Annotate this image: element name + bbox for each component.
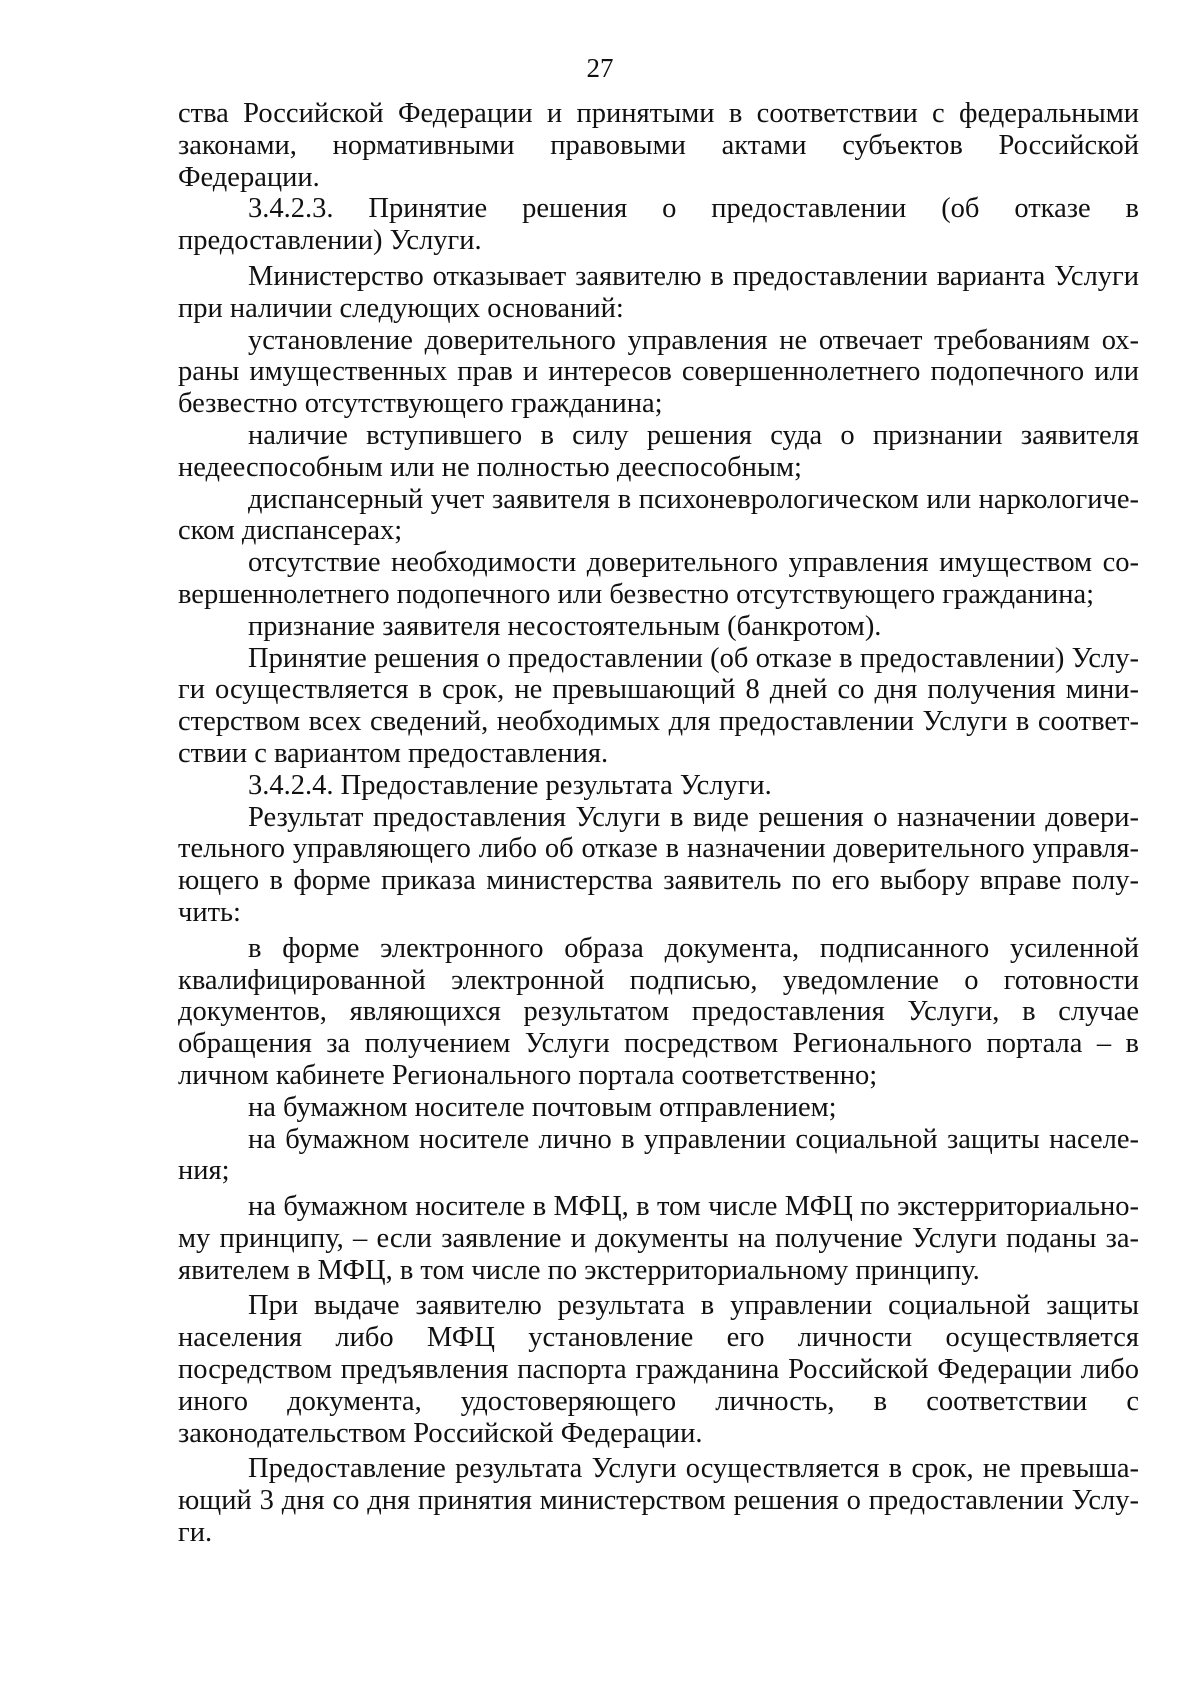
paragraph-result-options-intro: Результат предоставления Услуги в виде решения о назначении доверительного управляющего либо об отказе в назначении доверительного управляющего в форме приказа министерства заявитель по его выбору вправе получить:: [178, 801, 1139, 928]
section-heading-3-4-2-3: 3.4.2.3. Принятие решения о предоставлении (об отказе в предоставлении) Услуги.: [178, 193, 1139, 257]
list-item-option-in-person: на бумажном носителе лично в управлении социальной защиты населения;: [178, 1123, 1139, 1187]
paragraph-refusal-grounds-intro: Министерство отказывает заявителю в предоставлении варианта Услуги при наличии следующих оснований:: [178, 260, 1139, 324]
list-item-ground-2: наличие вступившего в силу решения суда о признании заявителя недееспособным или не полностью дееспособным;: [178, 419, 1139, 483]
list-item-option-mfc: на бумажном носителе в МФЦ, в том числе МФЦ по экстерриториальному принципу, – если заявление и документы на получение Услуги поданы заявителем в МФЦ, в том числе по экстерриториальному принципу.: [178, 1191, 1139, 1286]
list-item-ground-1: установление доверительного управления не отвечает требованиям охраны имущественных прав и интересов совершеннолетнего подопечного или безвестно отсутствующего гражданина;: [178, 324, 1139, 420]
paragraph-result-deadline: Предоставление результата Услуги осуществляется в срок, не превышающий 3 дня со дня принятия министерством решения о предоставлении Услуги.: [178, 1453, 1139, 1549]
list-item-option-mail: на бумажном носителе почтовым отправлением;: [248, 1091, 837, 1123]
section-heading-3-4-2-4: 3.4.2.4. Предоставление результата Услуги.: [248, 769, 772, 801]
paragraph-identity-verification: При выдаче заявителю результата в управлении социальной защиты населения либо МФЦ установление его личности осуществляется посредством предъявления паспорта гражданина Российской Федерации либо иного документа, удостоверяющего личность, в соответствии с законодательством Российской Федерации.: [178, 1290, 1139, 1449]
paragraph-continuation: ства Российской Федерации и принятыми в соответствии с федеральными законами, нормативными правовыми актами субъектов Российской Федерации.: [178, 98, 1139, 193]
list-item-option-electronic: в форме электронного образа документа, подписанного усиленной квалифицированной электронной подписью, уведомление о готовности документов, являющихся результатом предоставления Услуги, в случае обращения за получением Услуги посредством Регионального портала – в личном кабинете Регионального портала соответственно;: [178, 932, 1139, 1091]
document-body: [178, 98, 1139, 1549]
list-item-ground-3: диспансерный учет заявителя в психоневрологическом или наркологическом диспансерах;: [178, 483, 1139, 547]
list-item-ground-4: отсутствие необходимости доверительного управления имуществом совершеннолетнего подопечного или безвестно отсутствующего гражданина;: [178, 547, 1139, 610]
list-item-ground-5: признание заявителя несостоятельным (банкротом).: [248, 610, 882, 642]
paragraph-decision-deadline: Принятие решения о предоставлении (об отказе в предоставлении) Услуги осуществляется в срок, не превышающий 8 дней со дня получения министерством всех сведений, необходимых для предоставлении Услуги в соответствии с вариантом предоставления.: [178, 642, 1139, 769]
page-number: 27: [586, 53, 614, 83]
